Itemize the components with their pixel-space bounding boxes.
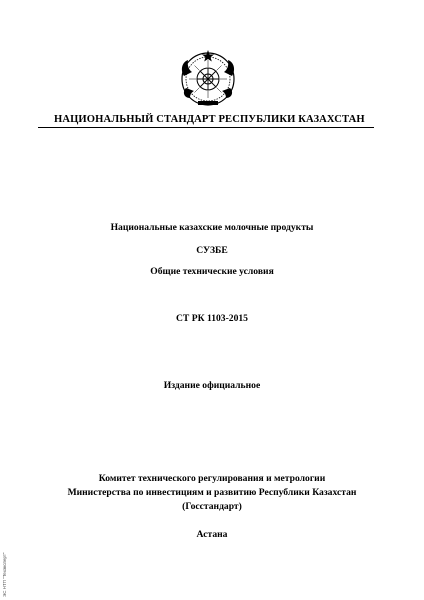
document-subject: Национальные казахские молочные продукты <box>110 222 314 233</box>
publisher-line-1: Комитет технического регулирования и метрологии <box>98 473 326 484</box>
publication-city: Астана <box>196 529 228 540</box>
standard-designation: СТ РК 1103-2015 <box>176 313 248 324</box>
standard-header-title: НАЦИОНАЛЬНЫЙ СТАНДАРТ РЕСПУБЛИКИ КАЗАХСТАН <box>54 114 365 125</box>
state-emblem-icon <box>178 48 238 108</box>
publisher-line-2: Министерства по инвестициям и развитию Республики Казахстан <box>67 487 357 498</box>
edition-label: Издание официальное <box>163 380 261 391</box>
publisher-line-3: (Госстандарт) <box>182 501 242 512</box>
product-name: СУЗБЕ <box>196 245 228 256</box>
header-divider <box>38 127 374 128</box>
side-watermark: ЭС НТП "Техэксперт" <box>2 552 7 597</box>
spec-type: Общие технические условия <box>150 266 274 277</box>
